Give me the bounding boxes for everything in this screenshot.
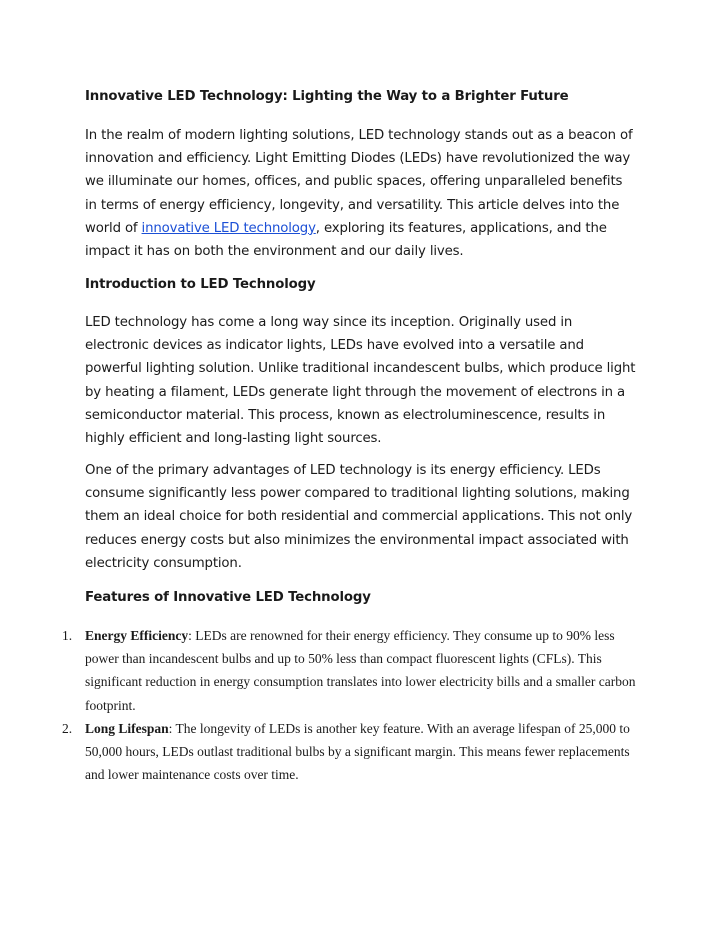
feature-description: : LEDs are renowned for their energy efficiency. They consume up to 90% less power than incandescent bulbs and up to 50% less than compact fluorescent lights (CFLs). This significant reduction in energy consumption translates into lower electricity bills and a smaller carbon footprint. <box>85 628 636 713</box>
list-item-number: 1. <box>62 628 73 643</box>
features-list <box>0 624 640 786</box>
innovative-led-technology-link[interactable]: innovative LED technology <box>141 220 316 236</box>
list-item <box>0 717 640 787</box>
feature-term: Energy Efficiency <box>85 628 189 643</box>
section-heading-features: Features of Innovative LED Technology <box>85 590 371 605</box>
list-item <box>0 624 640 717</box>
intro-text-after-link: , exploring its features, applications, and the impact it has on both the environment and our daily lives. <box>85 220 607 260</box>
section-heading-introduction: Introduction to LED Technology <box>85 277 316 292</box>
feature-term: Long Lifespan <box>85 720 169 736</box>
feature-description: : The longevity of LEDs is another key feature. With an average lifespan of 25,000 to 50,000 hours, LEDs outlast traditional bulbs by a significant margin. This means fewer replacements and lower maintenance costs over time. <box>85 720 630 783</box>
intro-text-before-link: In the realm of modern lighting solutions, LED technology stands out as a beacon of innovation and efficiency. Light Emitting Diodes (LEDs) have revolutionized the way we illuminate our homes, offices, and public spaces, offering unparalleled benefits in terms of energy efficiency, longevity, and versatility. This article delves into the world of <box>85 128 633 236</box>
article-title: Innovative LED Technology: Lighting the Way to a Brighter Future <box>85 89 569 104</box>
intro-section-paragraph-2: One of the primary advantages of LED technology is its energy efficiency. LEDs consume significantly less power compared to traditional lighting solutions, making them an ideal choice for both residential and commercial applications. This not only reduces energy costs but also minimizes the environmental impact associated with electricity consumption. <box>85 463 633 571</box>
intro-paragraph <box>85 124 637 263</box>
intro-section-paragraph-1: LED technology has come a long way since its inception. Originally used in electronic devices as indicator lights, LEDs have evolved into a versatile and powerful lighting solution. Unlike traditional incandescent bulbs, which produce light by heating a filament, LEDs generate light through the movement of electrons in a semiconductor material. This process, known as electroluminescence, results in highly efficient and long-lasting light sources. <box>85 315 636 447</box>
list-item-number: 2. <box>62 720 73 736</box>
